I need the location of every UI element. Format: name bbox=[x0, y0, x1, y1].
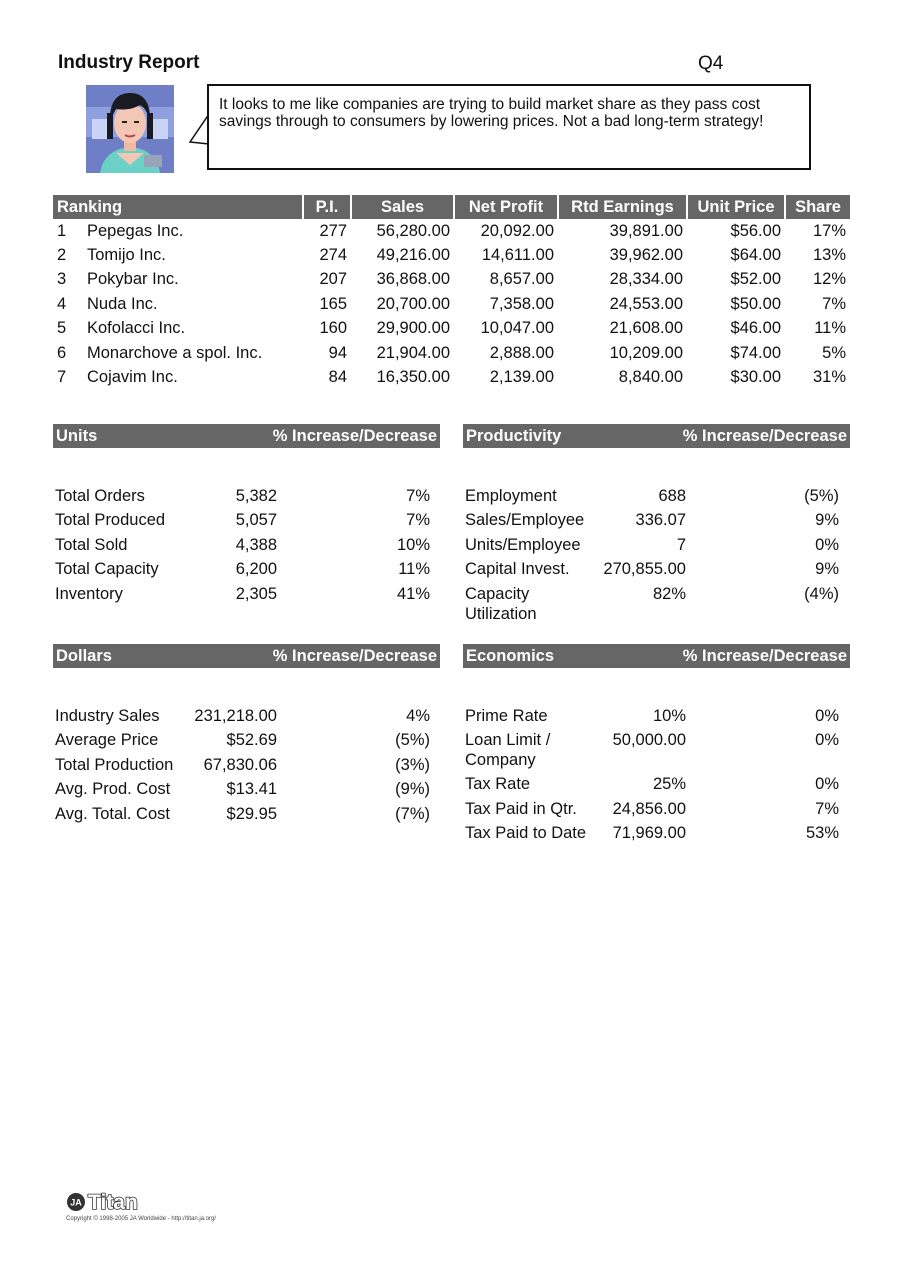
units-change: 11% bbox=[398, 560, 430, 579]
economics-change: 0% bbox=[815, 775, 839, 794]
units-label: Total Produced bbox=[55, 511, 166, 530]
company-name: Nuda Inc. bbox=[87, 294, 158, 313]
units-value: 5,057 bbox=[235, 511, 277, 530]
productivity-change-label: % Increase/Decrease bbox=[682, 426, 847, 445]
units-change: 10% bbox=[396, 535, 430, 554]
rtd-earnings-cell: 10,209.00 bbox=[609, 343, 683, 362]
economics-change: 0% bbox=[815, 731, 839, 750]
rtd-earnings-cell: 39,891.00 bbox=[609, 221, 683, 240]
economics-value: 71,969.00 bbox=[612, 824, 686, 843]
col-net-profit: Net Profit bbox=[454, 195, 558, 219]
pi-cell: 160 bbox=[319, 319, 347, 338]
col-pi: P.I. bbox=[303, 195, 351, 219]
col-unit-price: Unit Price bbox=[687, 195, 785, 219]
economics-row bbox=[465, 823, 839, 847]
rank-number: 5 bbox=[57, 319, 67, 338]
company-name: Tomijo Inc. bbox=[87, 246, 166, 265]
pi-cell: 277 bbox=[319, 221, 347, 240]
sales-cell: 20,700.00 bbox=[376, 294, 450, 313]
titan-logo bbox=[66, 1190, 166, 1214]
ranking-row bbox=[53, 365, 850, 389]
rank-number: 4 bbox=[57, 294, 67, 313]
productivity-change: 0% bbox=[815, 535, 839, 554]
productivity-row bbox=[465, 584, 839, 628]
productivity-value: 82% bbox=[652, 584, 686, 603]
productivity-change: 9% bbox=[815, 511, 839, 530]
pi-cell: 165 bbox=[319, 294, 347, 313]
ranking-row bbox=[53, 317, 850, 341]
units-value: 6,200 bbox=[235, 560, 277, 579]
net-profit-cell: 20,092.00 bbox=[480, 221, 554, 240]
pi-cell: 274 bbox=[319, 246, 347, 265]
share-cell: 31% bbox=[812, 368, 846, 387]
pi-cell: 207 bbox=[319, 270, 347, 289]
units-change: 7% bbox=[406, 511, 430, 530]
rtd-earnings-cell: 39,962.00 bbox=[609, 246, 683, 265]
units-value: 2,305 bbox=[235, 584, 277, 603]
economics-value: 50,000.00 bbox=[612, 731, 686, 750]
unit-price-cell: $64.00 bbox=[730, 246, 781, 265]
page-title: Industry Report bbox=[58, 52, 200, 73]
company-name: Kofolacci Inc. bbox=[87, 319, 186, 338]
dollars-label: Industry Sales bbox=[55, 707, 160, 725]
dollars-row bbox=[55, 779, 430, 803]
productivity-change: (5%) bbox=[804, 487, 839, 505]
economics-label: Tax Paid to Date bbox=[465, 824, 587, 843]
productivity-change: (4%) bbox=[804, 584, 839, 603]
ranking-row bbox=[53, 341, 850, 365]
units-row bbox=[55, 510, 430, 534]
company-name: Cojavim Inc. bbox=[87, 368, 178, 387]
logo-text: Titan bbox=[88, 1191, 138, 1214]
economics-label: Loan Limit / Company bbox=[465, 731, 551, 770]
unit-price-cell: $46.00 bbox=[730, 319, 781, 338]
unit-price-cell: $52.00 bbox=[730, 270, 781, 289]
dollars-change: (7%) bbox=[395, 804, 430, 823]
dollars-header bbox=[53, 644, 440, 668]
dollars-title: Dollars bbox=[56, 646, 112, 665]
units-label: Total Sold bbox=[55, 535, 128, 554]
dollars-change-label: % Increase/Decrease bbox=[272, 646, 437, 665]
productivity-change: 9% bbox=[815, 560, 839, 579]
company-cell bbox=[53, 341, 303, 365]
dollars-change: 4% bbox=[406, 707, 430, 725]
productivity-title: Productivity bbox=[466, 426, 562, 445]
dollars-value: $29.95 bbox=[226, 804, 277, 823]
share-cell: 13% bbox=[812, 246, 846, 265]
dollars-change: (3%) bbox=[395, 755, 430, 774]
dollars-change: (9%) bbox=[395, 780, 430, 799]
rank-number: 1 bbox=[57, 221, 67, 240]
dollars-row bbox=[55, 755, 430, 779]
company-cell bbox=[53, 219, 303, 243]
units-title: Units bbox=[56, 426, 98, 445]
productivity-label: Sales/Employee bbox=[465, 511, 585, 530]
units-row bbox=[55, 535, 430, 559]
productivity-label: Capital Invest. bbox=[465, 560, 570, 579]
sales-cell: 36,868.00 bbox=[376, 270, 450, 289]
dollars-change: (5%) bbox=[395, 731, 430, 750]
rtd-earnings-cell: 8,840.00 bbox=[618, 368, 683, 387]
productivity-table bbox=[465, 486, 839, 628]
dollars-label: Avg. Total. Cost bbox=[55, 804, 170, 823]
units-header bbox=[53, 424, 440, 448]
economics-title: Economics bbox=[466, 646, 555, 665]
economics-header bbox=[463, 644, 850, 668]
net-profit-cell: 10,047.00 bbox=[480, 319, 554, 338]
col-share: Share bbox=[785, 195, 850, 219]
advisor-comment: It looks to me like companies are trying to build market share as they pass cost savings through to consumers by lowering prices. Not a bad long-term strategy! bbox=[207, 84, 811, 170]
net-profit-cell: 7,358.00 bbox=[489, 294, 554, 313]
economics-row bbox=[465, 706, 839, 730]
copyright-text: Copyright © 1998-2005 JA Worldwide - http://titan.ja.org/ bbox=[66, 1216, 217, 1222]
sales-cell: 56,280.00 bbox=[376, 221, 450, 240]
ranking-header-row bbox=[53, 195, 850, 219]
ranking-row bbox=[53, 243, 850, 267]
sales-cell: 49,216.00 bbox=[376, 246, 450, 265]
units-change-label: % Increase/Decrease bbox=[272, 426, 437, 445]
ranking-row bbox=[53, 292, 850, 316]
productivity-value: 7 bbox=[676, 535, 686, 554]
rank-number: 3 bbox=[57, 270, 67, 289]
company-cell bbox=[53, 268, 303, 292]
share-cell: 7% bbox=[822, 294, 846, 313]
economics-change: 53% bbox=[805, 824, 839, 843]
productivity-label: Units/Employee bbox=[465, 535, 581, 554]
rank-number: 7 bbox=[57, 368, 67, 387]
col-sales: Sales bbox=[351, 195, 454, 219]
dollars-row bbox=[55, 706, 430, 730]
net-profit-cell: 2,139.00 bbox=[489, 368, 554, 387]
productivity-row bbox=[465, 510, 839, 534]
pi-cell: 94 bbox=[328, 343, 347, 362]
productivity-row bbox=[465, 559, 839, 583]
col-rtd-earnings: Rtd Earnings bbox=[558, 195, 687, 219]
net-profit-cell: 8,657.00 bbox=[489, 270, 554, 289]
share-cell: 12% bbox=[812, 270, 846, 289]
net-profit-cell: 2,888.00 bbox=[489, 343, 554, 362]
unit-price-cell: $56.00 bbox=[730, 221, 781, 240]
rtd-earnings-cell: 24,553.00 bbox=[609, 294, 683, 313]
units-row bbox=[55, 486, 430, 510]
dollars-row bbox=[55, 804, 430, 828]
col-ranking: Ranking bbox=[53, 195, 303, 219]
ranking-table bbox=[53, 195, 850, 390]
company-name: Pepegas Inc. bbox=[87, 221, 184, 240]
economics-change-label: % Increase/Decrease bbox=[682, 646, 847, 665]
sales-cell: 16,350.00 bbox=[376, 368, 450, 387]
ranking-row bbox=[53, 219, 850, 243]
units-value: 4,388 bbox=[235, 535, 277, 554]
economics-row bbox=[465, 799, 839, 823]
productivity-value: 336.07 bbox=[635, 511, 686, 530]
economics-table bbox=[465, 706, 839, 848]
company-cell bbox=[53, 243, 303, 267]
company-name: Monarchove a spol. Inc. bbox=[87, 343, 263, 362]
economics-row bbox=[465, 730, 839, 774]
productivity-header bbox=[463, 424, 850, 448]
pi-cell: 84 bbox=[328, 368, 347, 387]
economics-label: Prime Rate bbox=[465, 707, 548, 725]
economics-value: 25% bbox=[652, 775, 686, 794]
units-row bbox=[55, 584, 430, 608]
dollars-table bbox=[55, 706, 430, 828]
dollars-value: $13.41 bbox=[226, 780, 277, 799]
share-cell: 17% bbox=[812, 221, 846, 240]
productivity-row bbox=[465, 535, 839, 559]
rtd-earnings-cell: 28,334.00 bbox=[609, 270, 683, 289]
dollars-label: Total Production bbox=[55, 755, 174, 774]
units-label: Inventory bbox=[55, 584, 123, 603]
company-cell bbox=[53, 365, 303, 389]
unit-price-cell: $74.00 bbox=[730, 343, 781, 362]
economics-label: Tax Paid in Qtr. bbox=[465, 799, 577, 818]
units-label: Total Capacity bbox=[55, 560, 159, 579]
svg-text:JA: JA bbox=[70, 1197, 82, 1208]
units-change: 41% bbox=[396, 584, 430, 603]
dollars-value: 67,830.06 bbox=[203, 755, 277, 774]
unit-price-cell: $30.00 bbox=[730, 368, 781, 387]
dollars-label: Average Price bbox=[55, 731, 159, 750]
rank-number: 6 bbox=[57, 343, 67, 362]
quarter-label: Q4 bbox=[698, 53, 724, 74]
economics-label: Tax Rate bbox=[465, 775, 531, 794]
dollars-value: 231,218.00 bbox=[194, 707, 277, 725]
productivity-label: Employment bbox=[465, 487, 557, 505]
economics-row bbox=[465, 774, 839, 798]
dollars-label: Avg. Prod. Cost bbox=[55, 780, 171, 799]
ranking-row bbox=[53, 268, 850, 292]
economics-change: 7% bbox=[815, 799, 839, 818]
dollars-row bbox=[55, 730, 430, 754]
units-value: 5,382 bbox=[235, 487, 277, 505]
units-table bbox=[55, 486, 430, 608]
share-cell: 5% bbox=[822, 343, 846, 362]
productivity-row bbox=[465, 486, 839, 510]
units-label: Total Orders bbox=[55, 487, 145, 505]
company-cell bbox=[53, 292, 303, 316]
dollars-value: $52.69 bbox=[226, 731, 277, 750]
productivity-label: Capacity Utilization bbox=[465, 584, 537, 623]
economics-change: 0% bbox=[815, 707, 839, 725]
economics-value: 10% bbox=[652, 707, 686, 725]
share-cell: 11% bbox=[814, 319, 846, 338]
sales-cell: 29,900.00 bbox=[376, 319, 450, 338]
sales-cell: 21,904.00 bbox=[376, 343, 450, 362]
rank-number: 2 bbox=[57, 246, 67, 265]
rtd-earnings-cell: 21,608.00 bbox=[609, 319, 683, 338]
units-row bbox=[55, 559, 430, 583]
company-cell bbox=[53, 317, 303, 341]
economics-value: 24,856.00 bbox=[612, 799, 686, 818]
advisor-avatar bbox=[86, 85, 174, 173]
net-profit-cell: 14,611.00 bbox=[481, 246, 554, 265]
company-name: Pokybar Inc. bbox=[87, 270, 179, 289]
productivity-value: 688 bbox=[658, 487, 686, 505]
units-change: 7% bbox=[406, 487, 430, 505]
productivity-value: 270,855.00 bbox=[603, 560, 686, 579]
unit-price-cell: $50.00 bbox=[730, 294, 781, 313]
